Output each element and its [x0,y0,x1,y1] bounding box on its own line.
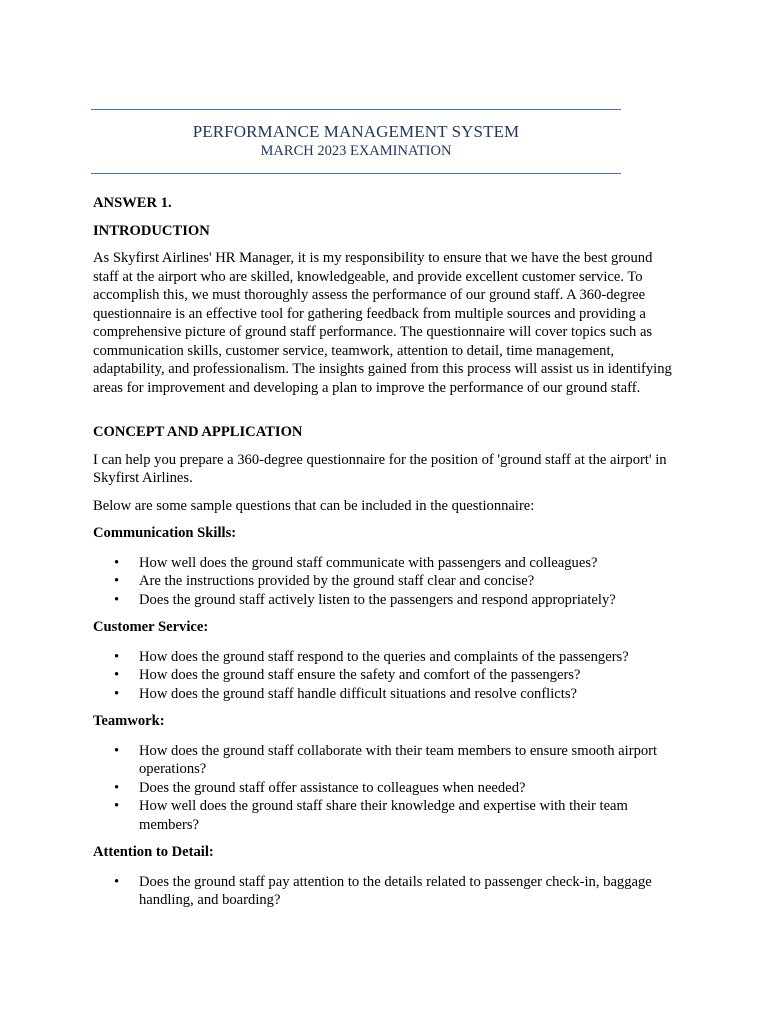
list-item: • How does the ground staff respond to the queries and complaints of the passengers? [93,648,673,667]
introduction-paragraph: As Skyfirst Airlines' HR Manager, it is my responsibility to ensure that we have the best ground staff at the airport who are skilled, knowledgeable, and provide excellent customer service. To accomplish this, we must thoroughly assess the performance of our ground staff. A 360-degree questionnaire is an effective tool for gathering feedback from multiple sources and providing a comprehensive picture of ground staff performance. The questionnaire will cover topics such as communication skills, customer service, teamwork, attention to detail, time management, adaptability, and professionalism. The insights gained from this process will assist us in identifying areas for improvement and developing a plan to improve the performance of our ground staff. [93,250,672,396]
section-heading-teamwork: Teamwork: [93,713,165,729]
header-top-rule [91,109,621,110]
section-heading-attention-to-detail: Attention to Detail: [93,844,214,860]
list-customer-service [93,648,673,704]
section-heading-customer-service: Customer Service: [93,619,209,635]
list-communication [93,554,673,610]
list-item: • How does the ground staff handle difficult situations and resolve conflicts? [93,685,673,704]
document-title: PERFORMANCE MANAGEMENT SYSTEM [192,122,520,141]
section-heading-communication: Communication Skills: [93,525,237,541]
header-bottom-rule [91,173,621,174]
list-item: • How well does the ground staff share their knowledge and expertise with their team members? [93,797,673,834]
list-item: • Does the ground staff pay attention to the details related to passenger check-in, baggage handling, and boarding? [93,873,673,910]
list-teamwork [93,742,673,835]
introduction-heading: INTRODUCTION [93,222,210,239]
answer-heading: ANSWER 1. [93,195,172,211]
concept-paragraph-2: Below are some sample questions that can be included in the questionnaire: [93,497,535,514]
list-item: • Does the ground staff offer assistance to colleagues when needed? [93,779,673,798]
concept-heading: CONCEPT AND APPLICATION [93,424,303,440]
list-item: • How well does the ground staff communicate with passengers and colleagues? [93,554,673,573]
list-item: • Are the instructions provided by the ground staff clear and concise? [93,572,673,591]
document-subtitle: MARCH 2023 EXAMINATION [260,143,452,159]
list-item: • How does the ground staff collaborate with their team members to ensure smooth airport operations? [93,742,673,779]
document-body [93,194,673,910]
list-item: • Does the ground staff actively listen to the passengers and respond appropriately? [93,591,673,610]
concept-paragraph-1: I can help you prepare a 360-degree questionnaire for the position of 'ground staff at the airport' in Skyfirst Airlines. [93,451,667,486]
list-attention-to-detail [93,873,673,910]
list-item: • How does the ground staff ensure the safety and comfort of the passengers? [93,666,673,685]
